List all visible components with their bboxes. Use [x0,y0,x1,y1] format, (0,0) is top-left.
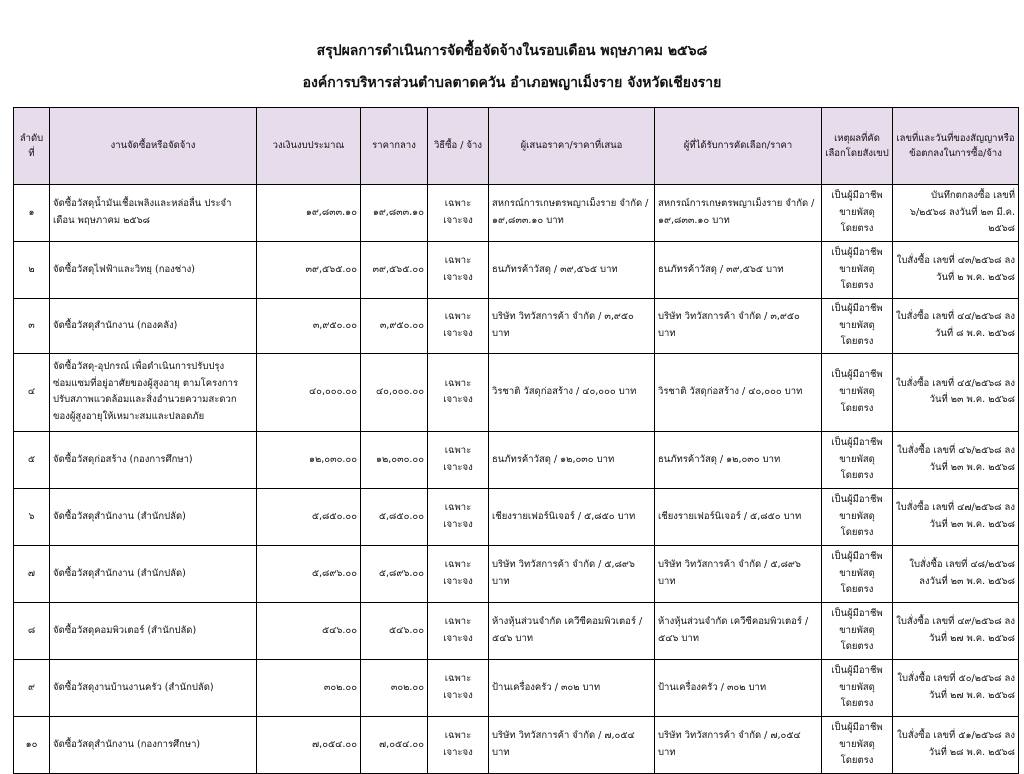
reason-cell: เป็นผู้มีอาชีพขายพัสดุโดยตรง [822,353,893,431]
table-row [14,602,1019,659]
reason-cell: เป็นผู้มีอาชีพขายพัสดุโดยตรง [822,299,893,354]
item-cell: จัดซื้อวัสดุ-อุปกรณ์ เพื่อดำเนินการปรับปรุงซ่อมแซมที่อยู่อาศัยของผู้สูงอายุ ตามโครงการปรับสภาพแวดล้อมและสิ่งอำนวยความสะดวกของผู้สูงอายุให้เหมาะสมและปลอดภัย [50,353,257,431]
table-row [14,431,1019,488]
item-cell: จัดซื้อวัสดุน้ำมันเชื้อเพลิงและหล่อลื่น ประจำเดือน พฤษภาคม ๒๕๖๘ [50,185,257,242]
budget-cell: ๕,๘๙๖.๐๐ [257,545,361,602]
row-number: ๔ [14,353,50,431]
reason-cell: เป็นผู้มีอาชีพขายพัสดุโดยตรง [822,185,893,242]
winner-cell: วิรชาติ วัสดุก่อสร้าง / ๔๐,๐๐๐ บาท [655,353,822,431]
row-number: ๗ [14,545,50,602]
reason-cell: เป็นผู้มีอาชีพขายพัสดุโดยตรง [822,488,893,545]
col-header-reason: เหตุผลที่คัดเลือกโดยสังเขป [822,108,893,185]
reason-cell: เป็นผู้มีอาชีพขายพัสดุโดยตรง [822,242,893,299]
col-header-method: วิธีซื้อ / จ้าง [428,108,489,185]
median-price-cell: ๕๔๖.๐๐ [361,602,428,659]
method-cell: เฉพาะเจาะจง [428,353,489,431]
winner-cell: เชียงรายเฟอร์นิเจอร์ / ๕,๘๕๐ บาท [655,488,822,545]
method-cell: เฉพาะเจาะจง [428,242,489,299]
budget-cell: ๑๒,๐๓๐.๐๐ [257,431,361,488]
method-cell: เฉพาะเจาะจง [428,716,489,773]
winner-cell: บริษัท วิทวัสการค้า จำกัด / ๕,๘๙๖ บาท [655,545,822,602]
winner-cell: สหกรณ์การเกษตรพญาเม็งราย จำกัด / ๑๙,๘๓๓.๑๐ บาท [655,185,822,242]
table-row [14,185,1019,242]
bidder-cell: ธนภัทรค้าวัสดุ / ๑๒,๐๓๐ บาท [489,431,655,488]
budget-cell: ๕๔๖.๐๐ [257,602,361,659]
item-cell: จัดซื้อวัสดุงานบ้านงานครัว (สำนักปลัด) [50,659,257,716]
winner-cell: ธนภัทรค้าวัสดุ / ๑๒,๐๓๐ บาท [655,431,822,488]
table-row [14,545,1019,602]
contract-cell: ใบสั่งซื้อ เลขที่ ๔๙/๒๕๖๘ ลงวันที่ ๒๗ พ.ค. ๒๕๖๘ [893,602,1019,659]
budget-cell: ๓๐๒.๐๐ [257,659,361,716]
row-number: ๙ [14,659,50,716]
budget-cell: ๓,๙๕๐.๐๐ [257,299,361,354]
median-price-cell: ๑๙,๘๓๓.๑๐ [361,185,428,242]
median-price-cell: ๗,๐๕๔.๐๐ [361,716,428,773]
col-header-bidder: ผู้เสนอราคา/ราคาที่เสนอ [489,108,655,185]
table-row [14,659,1019,716]
col-header-median-price: ราคากลาง [361,108,428,185]
median-price-cell: ๓,๙๕๐.๐๐ [361,299,428,354]
reason-cell: เป็นผู้มีอาชีพขายพัสดุโดยตรง [822,659,893,716]
bidder-cell: สหกรณ์การเกษตรพญาเม็งราย จำกัด / ๑๙,๘๓๓.๑๐ บาท [489,185,655,242]
winner-cell: บริษัท วิทวัสการค้า จำกัด / ๗,๐๕๔ บาท [655,716,822,773]
row-number: ๕ [14,431,50,488]
method-cell: เฉพาะเจาะจง [428,659,489,716]
bidder-cell: ห้างหุ้นส่วนจำกัด เควีซีคอมพิวเตอร์ / ๕๔๖ บาท [489,602,655,659]
table-row [14,242,1019,299]
col-header-no: ลำดับที่ [14,108,50,185]
contract-cell: ใบสั่งซื้อ เลขที่ ๔๓/๒๕๖๘ ลงวันที่ ๒ พ.ค. ๒๕๖๘ [893,242,1019,299]
col-header-item: งานจัดซื้อหรือจัดจ้าง [50,108,257,185]
budget-cell: ๓๙,๕๖๕.๐๐ [257,242,361,299]
contract-cell: ใบสั่งซื้อ เลขที่ ๔๘/๒๕๖๘ ลงวันที่ ๒๓ พ.ค. ๒๕๖๘ [893,545,1019,602]
budget-cell: ๑๙,๘๓๓.๑๐ [257,185,361,242]
reason-cell: เป็นผู้มีอาชีพขายพัสดุโดยตรง [822,602,893,659]
method-cell: เฉพาะเจาะจง [428,431,489,488]
bidder-cell: ป้านเครื่องครัว / ๓๐๒ บาท [489,659,655,716]
item-cell: จัดซื้อวัสดุสำนักงาน (กองการศึกษา) [50,716,257,773]
table-row [14,353,1019,431]
median-price-cell: ๕,๘๕๐.๐๐ [361,488,428,545]
procurement-table [13,107,1019,774]
contract-cell: ใบสั่งซื้อ เลขที่ ๔๖/๒๕๖๘ ลงวันที่ ๒๓ พ.ค. ๒๕๖๘ [893,431,1019,488]
col-header-winner: ผู้ที่ได้รับการคัดเลือก/ราคา [655,108,822,185]
budget-cell: ๕,๘๕๐.๐๐ [257,488,361,545]
median-price-cell: ๕,๘๙๖.๐๐ [361,545,428,602]
item-cell: จัดซื้อวัสดุไฟฟ้าและวิทยุ (กองช่าง) [50,242,257,299]
row-number: ๘ [14,602,50,659]
col-header-contract: เลขที่และวันที่ของสัญญาหรือข้อตกลงในการซื้อ/จ้าง [893,108,1019,185]
median-price-cell: ๑๒,๐๓๐.๐๐ [361,431,428,488]
budget-cell: ๗,๐๕๔.๐๐ [257,716,361,773]
budget-cell: ๔๐,๐๐๐.๐๐ [257,353,361,431]
item-cell: จัดซื้อวัสดุสำนักงาน (กองคลัง) [50,299,257,354]
reason-cell: เป็นผู้มีอาชีพขายพัสดุโดยตรง [822,716,893,773]
item-cell: จัดซื้อวัสดุสำนักงาน (สำนักปลัด) [50,488,257,545]
reason-cell: เป็นผู้มีอาชีพขายพัสดุโดยตรง [822,545,893,602]
method-cell: เฉพาะเจาะจง [428,602,489,659]
bidder-cell: บริษัท วิทวัสการค้า จำกัด / ๗,๐๕๔ บาท [489,716,655,773]
table-row [14,299,1019,354]
winner-cell: ห้างหุ้นส่วนจำกัด เควีซีคอมพิวเตอร์ / ๕๔๖ บาท [655,602,822,659]
row-number: ๑๐ [14,716,50,773]
winner-cell: บริษัท วิทวัสการค้า จำกัด / ๓,๙๕๐ บาท [655,299,822,354]
method-cell: เฉพาะเจาะจง [428,545,489,602]
page-subtitle: องค์การบริหารส่วนตำบลตาดควัน อำเภอพญาเม็งราย จังหวัดเชียงราย [302,75,722,91]
item-cell: จัดซื้อวัสดุคอมพิวเตอร์ (สำนักปลัด) [50,602,257,659]
method-cell: เฉพาะเจาะจง [428,299,489,354]
bidder-cell: เชียงรายเฟอร์นิเจอร์ / ๕,๘๕๐ บาท [489,488,655,545]
row-number: ๑ [14,185,50,242]
winner-cell: ป้านเครื่องครัว / ๓๐๒ บาท [655,659,822,716]
bidder-cell: ธนภัทรค้าวัสดุ / ๓๙,๕๖๕ บาท [489,242,655,299]
bidder-cell: บริษัท วิทวัสการค้า จำกัด / ๕,๘๙๖ บาท [489,545,655,602]
bidder-cell: บริษัท วิทวัสการค้า จำกัด / ๓,๙๕๐ บาท [489,299,655,354]
method-cell: เฉพาะเจาะจง [428,488,489,545]
contract-cell: บันทึกตกลงซื้อ เลขที่ ๖/๒๕๖๘ ลงวันที่ ๒๓ มี.ค. ๒๕๖๘ [893,185,1019,242]
method-cell: เฉพาะเจาะจง [428,185,489,242]
page-title: สรุปผลการดำเนินการจัดซื้อจัดจ้างในรอบเดือน พฤษภาคม ๒๕๖๘ [316,43,708,59]
row-number: ๒ [14,242,50,299]
contract-cell: ใบสั่งซื้อ เลขที่ ๔๗/๒๕๖๘ ลงวันที่ ๒๓ พ.ค. ๒๕๖๘ [893,488,1019,545]
contract-cell: ใบสั่งซื้อ เลขที่ ๕๑/๒๕๖๘ ลงวันที่ ๒๘ พ.ค. ๒๕๖๘ [893,716,1019,773]
table-row [14,488,1019,545]
row-number: ๓ [14,299,50,354]
reason-cell: เป็นผู้มีอาชีพขายพัสดุโดยตรง [822,431,893,488]
median-price-cell: ๓๐๒.๐๐ [361,659,428,716]
table-header-row [14,108,1019,185]
bidder-cell: วิรชาติ วัสดุก่อสร้าง / ๔๐,๐๐๐ บาท [489,353,655,431]
contract-cell: ใบสั่งซื้อ เลขที่ ๔๔/๒๕๖๘ ลงวันที่ ๘ พ.ค. ๒๕๖๘ [893,299,1019,354]
item-cell: จัดซื้อวัสดุก่อสร้าง (กองการศึกษา) [50,431,257,488]
median-price-cell: ๔๐,๐๐๐.๐๐ [361,353,428,431]
contract-cell: ใบสั่งซื้อ เลขที่ ๔๕/๒๕๖๘ ลงวันที่ ๒๓ พ.ค. ๒๕๖๘ [893,353,1019,431]
row-number: ๖ [14,488,50,545]
col-header-budget: วงเงินงบประมาณ [257,108,361,185]
table-row [14,716,1019,773]
contract-cell: ใบสั่งซื้อ เลขที่ ๕๐/๒๕๖๘ ลงวันที่ ๒๗ พ.ค. ๒๕๖๘ [893,659,1019,716]
median-price-cell: ๓๙,๕๖๕.๐๐ [361,242,428,299]
winner-cell: ธนภัทรค้าวัสดุ / ๓๙,๕๖๕ บาท [655,242,822,299]
item-cell: จัดซื้อวัสดุสำนักงาน (สำนักปลัด) [50,545,257,602]
